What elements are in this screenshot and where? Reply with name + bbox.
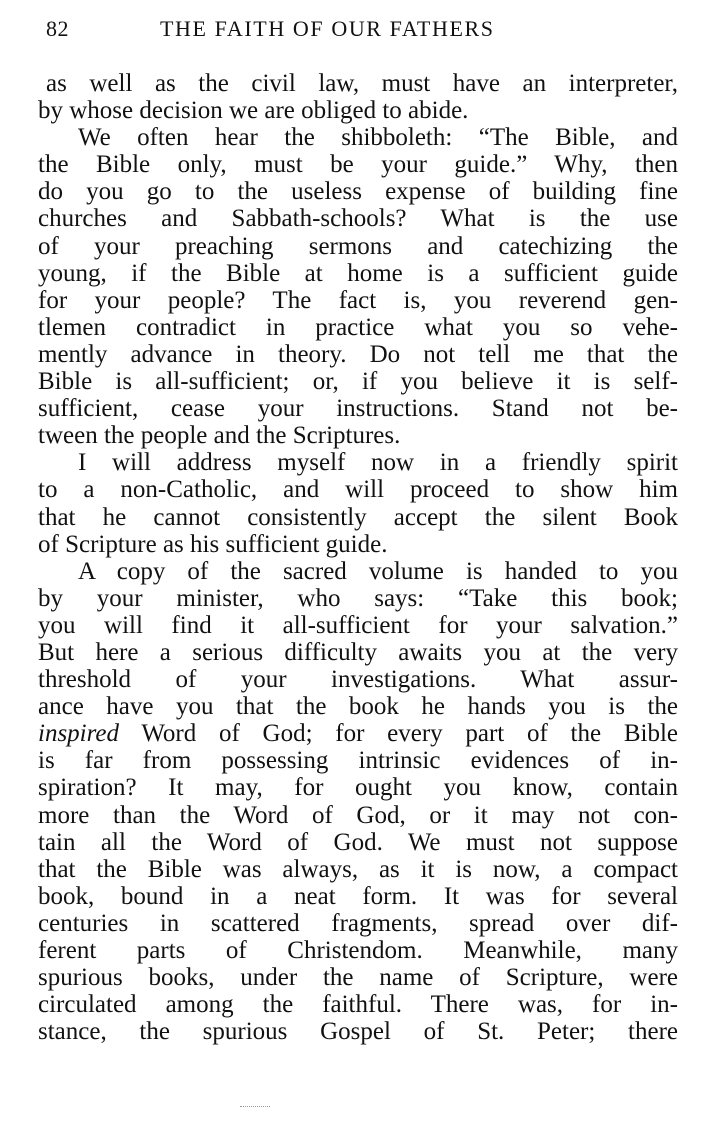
text-line: the Bible only, must be your guide.” Why, then: [38, 151, 678, 179]
text-line: for your people? The fact is, you reverend gen-: [38, 286, 678, 314]
text-line: more than the Word of God, or it may not con-: [38, 801, 678, 829]
text-line: sufficient, cease your instructions. Stand not be-: [38, 395, 678, 423]
text-line: tain all the Word of God. We must not suppose: [38, 828, 678, 856]
text-line: you will find it all-sufficient for your salvation.”: [38, 611, 678, 639]
text-line: do you go to the useless expense of building fine: [38, 178, 678, 206]
text-line: ance have you that the book he hands you is the: [38, 693, 678, 721]
text-line: as well as the civil law, must have an interpreter,: [46, 70, 678, 97]
scan-smudge: [240, 1106, 270, 1109]
text-line: of Scripture as his sufficient guide.: [38, 530, 388, 558]
text-line: mently advance in theory. Do not tell me that the: [38, 340, 678, 368]
paragraph-start-line: We often hear the shibboleth: “The Bible, and: [78, 124, 678, 152]
text-line: is far from possessing intrinsic evidences of in-: [38, 747, 678, 775]
text-line: spurious books, under the name of Scripture, were: [38, 964, 678, 992]
text-line: young, if the Bible at home is a sufficient guide: [38, 259, 678, 287]
body-text: [38, 70, 678, 1045]
text-line: that he cannot consistently accept the silent Book: [38, 503, 678, 531]
text-line: But here a serious difficulty awaits you at the very: [38, 638, 678, 666]
italic-word: inspired: [38, 720, 120, 748]
text-line: circulated among the faithful. There was, for in-: [38, 991, 678, 1019]
paragraph-start-line: A copy of the sacred volume is handed to you: [78, 557, 678, 585]
text-line: to a non-Catholic, and will proceed to show him: [38, 476, 678, 504]
running-title: THE FAITH OF OUR FATHERS: [160, 16, 495, 41]
text-line: tween the people and the Scriptures.: [38, 422, 401, 450]
text-line: that the Bible was always, as it is now, a compact: [38, 855, 678, 883]
text-line: stance, the spurious Gospel of St. Peter; there: [38, 1018, 678, 1046]
text-line: threshold of your investigations. What assur-: [38, 666, 678, 694]
text-line-remainder: Word of God; for every part of the Bible: [141, 720, 678, 748]
text-line: centuries in scattered fragments, spread over dif-: [38, 909, 678, 937]
text-line-with-italic: [38, 720, 678, 747]
text-line: of your preaching sermons and catechizing the: [38, 232, 678, 260]
paragraph-start-line: I will address myself now in a friendly spirit: [78, 449, 678, 477]
text-line: tlemen contradict in practice what you so vehe-: [38, 313, 678, 341]
text-line: by whose decision we are obliged to abide.: [38, 97, 469, 125]
text-line: by your minister, who says: “Take this book;: [38, 584, 678, 612]
text-line: churches and Sabbath-schools? What is the use: [38, 205, 678, 233]
text-line: Bible is all-sufficient; or, if you believe it is self-: [38, 368, 678, 396]
page-number: 82: [46, 16, 69, 41]
text-line: book, bound in a neat form. It was for several: [38, 882, 678, 910]
text-line: ferent parts of Christendom. Meanwhile, many: [38, 937, 678, 964]
text-line: spiration? It may, for ought you know, contain: [38, 774, 678, 802]
running-header: [46, 14, 676, 46]
